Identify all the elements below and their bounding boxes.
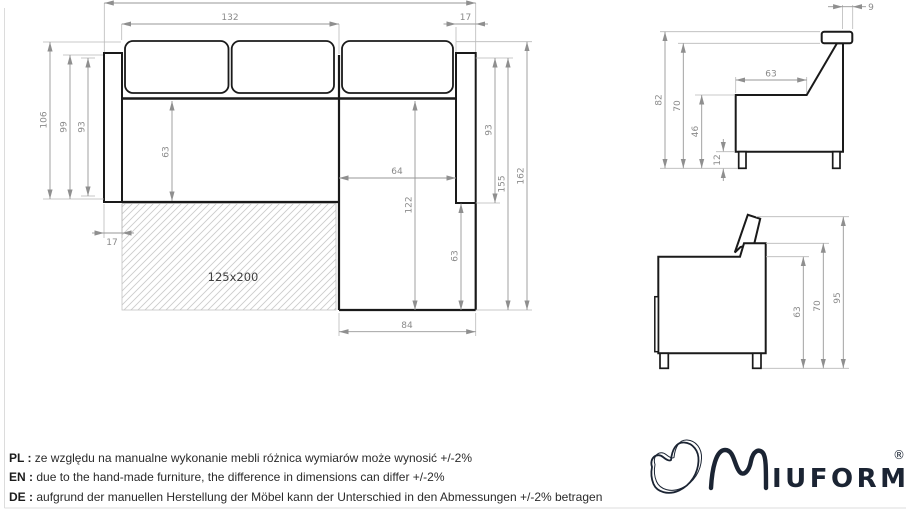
dim-back-height [673,43,684,168]
dim-leg-height [713,139,724,181]
svg-text:162: 162 [516,167,527,185]
dim-depth-total [40,42,51,199]
svg-text:99: 99 [59,121,70,133]
note-en-label: EN : [9,470,33,485]
side-view-rear [655,215,849,368]
leg-rear-right [753,353,761,368]
dim-total-length [517,42,528,310]
logo-bean-icon [651,440,701,493]
note-pl-label: PL : [9,451,32,465]
svg-text:122: 122 [404,196,415,214]
dim-back-width [122,13,339,24]
note-de [9,488,649,507]
svg-text:70: 70 [672,100,683,112]
svg-text:63: 63 [450,250,461,262]
svg-text:17: 17 [106,238,118,248]
dim-chaise-inner-length [405,101,416,310]
leg-front-right [833,152,840,169]
svg-text:82: 82 [654,94,665,106]
armrest-left [104,53,122,202]
svg-text:46: 46 [691,125,702,138]
dim-armrest-left-length [60,55,71,199]
leg-rear-left [660,353,668,368]
dim-left-inner-depth [78,58,89,196]
side-panel-detail [655,297,659,352]
note-pl-text: ze względu na manualne wykonanie mebli różnica wymiarów może wynosić +/-2% [34,451,472,465]
svg-text:64: 64 [391,167,403,177]
dim-seat-depth [162,101,173,201]
dim-back-height [813,243,824,368]
note-en [9,468,649,487]
tolerance-notes [9,449,649,507]
dim-seat-width [736,70,807,81]
dim-chaise-width [339,321,476,332]
back-cushion-1 [125,41,229,93]
dim-seat-height [691,95,702,168]
svg-text:106: 106 [39,111,50,129]
svg-text:9: 9 [868,3,874,13]
note-de-text: aufgrund der manuellen Herstellung der Möbel kann der Unterschied in den Abmessungen +/-2% betragen [36,489,603,504]
dim-total-height [655,32,666,169]
dim-chaise-inner-width [339,167,456,178]
mattress-area [122,204,336,311]
dim-armrest-height [793,257,804,369]
svg-text:93: 93 [77,121,88,133]
svg-text:95: 95 [832,292,843,304]
registered-trademark-symbol: ® [893,448,905,462]
svg-text:63: 63 [765,69,777,80]
sofa-profile-body [658,243,765,353]
note-en-text: due to the hand-made furniture, the difference in dimensions can differ +/-2% [36,470,445,485]
logo-wordmark: IUFORM [772,464,910,494]
logo-m-wave [711,450,766,488]
svg-text:63: 63 [161,146,172,158]
svg-text:12: 12 [712,154,723,166]
note-pl [9,449,649,468]
brand-logo [651,440,909,494]
back-cushion-3 [342,41,453,93]
leg-front-left [739,152,746,169]
svg-text:132: 132 [221,13,239,23]
svg-text:93: 93 [484,124,495,136]
headrest [822,32,853,44]
svg-text:17: 17 [459,13,472,23]
back-cushion-2 [232,41,334,93]
dim-headrest-overhang [828,3,874,13]
sofa-profile-body [736,43,843,151]
dim-right-length [498,58,509,310]
dim-right-arm-length [485,58,496,203]
svg-text:84: 84 [401,321,413,331]
dim-armrest-right-width [444,13,489,24]
note-de-label: DE : [9,489,33,504]
dim-chaise-side-length [451,204,462,311]
svg-text:70: 70 [812,300,823,312]
svg-text:155: 155 [497,175,508,193]
svg-text:63: 63 [792,306,803,318]
mattress-size-label: 125x200 [207,270,259,284]
side-view-front [655,3,875,181]
top-view-sofa [104,41,476,310]
armrest-right [456,53,476,203]
dim-headrest-height [833,217,844,369]
